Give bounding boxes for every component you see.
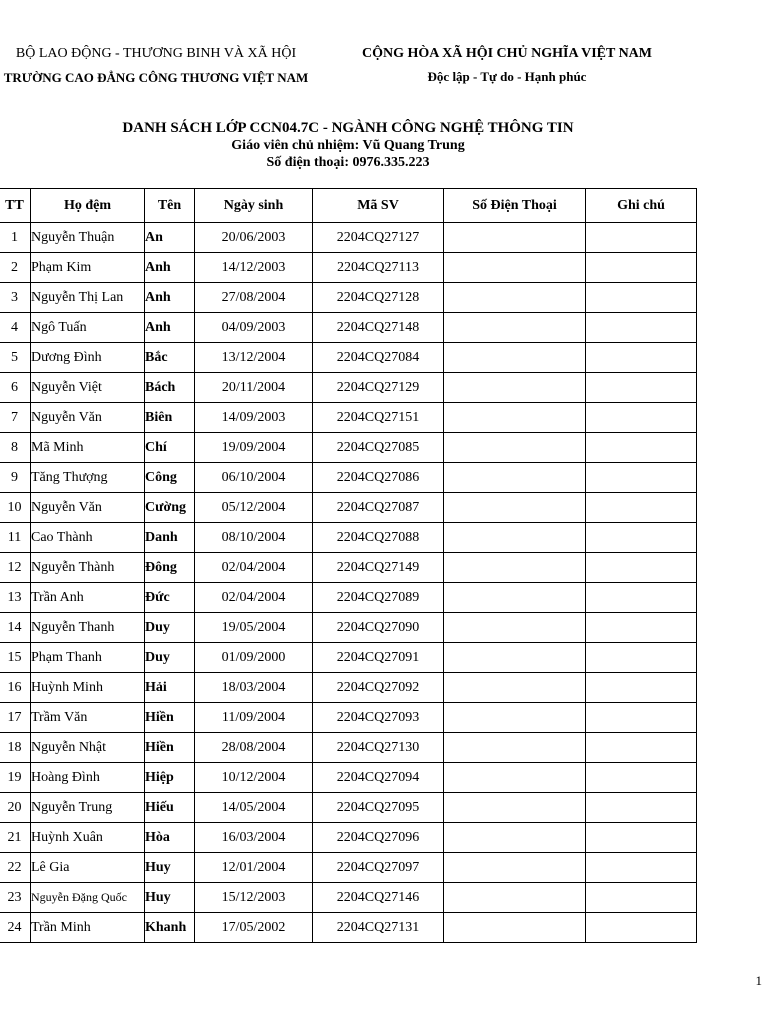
cell-ngay-sinh: 14/09/2003 xyxy=(195,403,313,433)
cell-ten: Anh xyxy=(145,253,195,283)
cell-ghi-chu xyxy=(586,313,697,343)
cell-so-dien-thoai xyxy=(444,883,586,913)
cell-so-dien-thoai xyxy=(444,463,586,493)
cell-ten: Hiệp xyxy=(145,763,195,793)
page-number: 1 xyxy=(755,973,762,988)
cell-ngay-sinh: 19/09/2004 xyxy=(195,433,313,463)
cell-ma-sv: 2204CQ27148 xyxy=(313,313,444,343)
cell-ghi-chu xyxy=(586,583,697,613)
school-name: TRƯỜNG CAO ĐẲNG CÔNG THƯƠNG VIỆT NAM xyxy=(3,70,309,85)
table-row xyxy=(0,793,697,823)
cell-ngay-sinh: 12/01/2004 xyxy=(195,853,313,883)
cell-ngay-sinh: 04/09/2003 xyxy=(195,313,313,343)
cell-ghi-chu xyxy=(586,343,697,373)
cell-tt: 5 xyxy=(0,343,31,373)
table-row xyxy=(0,223,697,253)
table-row xyxy=(0,703,697,733)
table-row xyxy=(0,493,697,523)
cell-ma-sv: 2204CQ27085 xyxy=(313,433,444,463)
cell-tt: 24 xyxy=(0,913,31,943)
cell-ma-sv: 2204CQ27151 xyxy=(313,403,444,433)
cell-so-dien-thoai xyxy=(444,793,586,823)
national-motto: Độc lập - Tự do - Hạnh phúc xyxy=(427,69,587,84)
cell-so-dien-thoai xyxy=(444,283,586,313)
cell-ho-dem: Hoàng Đình xyxy=(31,763,145,793)
table-row xyxy=(0,643,697,673)
cell-ngay-sinh: 13/12/2004 xyxy=(195,343,313,373)
cell-ma-sv: 2204CQ27130 xyxy=(313,733,444,763)
table-row xyxy=(0,733,697,763)
cell-ngay-sinh: 01/09/2000 xyxy=(195,643,313,673)
cell-so-dien-thoai xyxy=(444,553,586,583)
cell-ho-dem: Lê Gia xyxy=(31,853,145,883)
cell-ten: Hải xyxy=(145,673,195,703)
cell-tt: 15 xyxy=(0,643,31,673)
cell-ho-dem: Mã Minh xyxy=(31,433,145,463)
table-row xyxy=(0,613,697,643)
cell-ten: An xyxy=(145,223,195,253)
cell-ho-dem: Tăng Thượng xyxy=(31,463,145,493)
table-row xyxy=(0,523,697,553)
table-row xyxy=(0,823,697,853)
cell-ngay-sinh: 17/05/2002 xyxy=(195,913,313,943)
column-header-ngay-sinh: Ngày sinh xyxy=(195,189,313,223)
cell-tt: 18 xyxy=(0,733,31,763)
teacher-phone: Số điện thoại: 0976.335.223 xyxy=(266,155,430,170)
roster-body xyxy=(0,223,697,943)
cell-ten: Hiền xyxy=(145,733,195,763)
table-row xyxy=(0,433,697,463)
cell-ten: Hiền xyxy=(145,703,195,733)
cell-ho-dem: Nguyễn Thuận xyxy=(31,223,145,253)
cell-ho-dem: Huỳnh Xuân xyxy=(31,823,145,853)
table-row xyxy=(0,403,697,433)
cell-tt: 6 xyxy=(0,373,31,403)
cell-ngay-sinh: 19/05/2004 xyxy=(195,613,313,643)
cell-so-dien-thoai xyxy=(444,853,586,883)
cell-ma-sv: 2204CQ27131 xyxy=(313,913,444,943)
cell-ho-dem: Nguyễn Việt xyxy=(31,373,145,403)
cell-ghi-chu xyxy=(586,523,697,553)
cell-so-dien-thoai xyxy=(444,433,586,463)
cell-ghi-chu xyxy=(586,733,697,763)
cell-ngay-sinh: 11/09/2004 xyxy=(195,703,313,733)
cell-so-dien-thoai xyxy=(444,523,586,553)
cell-tt: 20 xyxy=(0,793,31,823)
table-row xyxy=(0,883,697,913)
cell-ho-dem: Nguyễn Thị Lan xyxy=(31,283,145,313)
cell-so-dien-thoai xyxy=(444,403,586,433)
table-row xyxy=(0,913,697,943)
cell-ho-dem: Ngô Tuấn xyxy=(31,313,145,343)
cell-ten: Duy xyxy=(145,613,195,643)
table-row xyxy=(0,763,697,793)
cell-so-dien-thoai xyxy=(444,733,586,763)
cell-so-dien-thoai xyxy=(444,703,586,733)
cell-ho-dem: Phạm Thanh xyxy=(31,643,145,673)
cell-ngay-sinh: 10/12/2004 xyxy=(195,763,313,793)
table-row xyxy=(0,553,697,583)
table-row xyxy=(0,463,697,493)
cell-ghi-chu xyxy=(586,433,697,463)
cell-ghi-chu xyxy=(586,793,697,823)
cell-ghi-chu xyxy=(586,373,697,403)
cell-ma-sv: 2204CQ27093 xyxy=(313,703,444,733)
cell-ho-dem: Trần Minh xyxy=(31,913,145,943)
cell-ma-sv: 2204CQ27129 xyxy=(313,373,444,403)
cell-ngay-sinh: 15/12/2003 xyxy=(195,883,313,913)
cell-ho-dem: Huỳnh Minh xyxy=(31,673,145,703)
cell-ngay-sinh: 08/10/2004 xyxy=(195,523,313,553)
cell-ghi-chu xyxy=(586,913,697,943)
cell-ghi-chu xyxy=(586,853,697,883)
column-header-tt: TT xyxy=(0,189,31,223)
cell-ghi-chu xyxy=(586,403,697,433)
cell-ten: Công xyxy=(145,463,195,493)
cell-so-dien-thoai xyxy=(444,913,586,943)
cell-so-dien-thoai xyxy=(444,643,586,673)
cell-ma-sv: 2204CQ27088 xyxy=(313,523,444,553)
cell-ho-dem: Nguyễn Đặng Quốc xyxy=(31,883,145,913)
column-header-ten: Tên xyxy=(145,189,195,223)
cell-ma-sv: 2204CQ27086 xyxy=(313,463,444,493)
cell-ten: Đức xyxy=(145,583,195,613)
cell-tt: 10 xyxy=(0,493,31,523)
cell-so-dien-thoai xyxy=(444,343,586,373)
cell-ten: Hiếu xyxy=(145,793,195,823)
cell-ngay-sinh: 14/12/2003 xyxy=(195,253,313,283)
cell-ho-dem: Nguyễn Văn xyxy=(31,493,145,523)
cell-ngay-sinh: 14/05/2004 xyxy=(195,793,313,823)
cell-ngay-sinh: 27/08/2004 xyxy=(195,283,313,313)
cell-ho-dem: Nguyễn Nhật xyxy=(31,733,145,763)
cell-ngay-sinh: 02/04/2004 xyxy=(195,553,313,583)
cell-tt: 13 xyxy=(0,583,31,613)
cell-ten: Bắc xyxy=(145,343,195,373)
cell-ten: Hòa xyxy=(145,823,195,853)
cell-ghi-chu xyxy=(586,673,697,703)
cell-ngay-sinh: 16/03/2004 xyxy=(195,823,313,853)
cell-ma-sv: 2204CQ27087 xyxy=(313,493,444,523)
table-row xyxy=(0,853,697,883)
cell-ghi-chu xyxy=(586,553,697,583)
cell-tt: 22 xyxy=(0,853,31,883)
cell-ngay-sinh: 05/12/2004 xyxy=(195,493,313,523)
cell-so-dien-thoai xyxy=(444,763,586,793)
cell-so-dien-thoai xyxy=(444,223,586,253)
cell-ma-sv: 2204CQ27128 xyxy=(313,283,444,313)
cell-ghi-chu xyxy=(586,613,697,643)
cell-ghi-chu xyxy=(586,253,697,283)
cell-ghi-chu xyxy=(586,223,697,253)
cell-ten: Huy xyxy=(145,853,195,883)
cell-so-dien-thoai xyxy=(444,583,586,613)
cell-ghi-chu xyxy=(586,703,697,733)
cell-ma-sv: 2204CQ27091 xyxy=(313,643,444,673)
cell-ho-dem: Nguyễn Văn xyxy=(31,403,145,433)
cell-so-dien-thoai xyxy=(444,823,586,853)
cell-tt: 4 xyxy=(0,313,31,343)
cell-ma-sv: 2204CQ27149 xyxy=(313,553,444,583)
cell-so-dien-thoai xyxy=(444,373,586,403)
cell-ho-dem: Cao Thành xyxy=(31,523,145,553)
column-header-ma-sv: Mã SV xyxy=(313,189,444,223)
cell-ma-sv: 2204CQ27113 xyxy=(313,253,444,283)
table-row xyxy=(0,373,697,403)
cell-tt: 3 xyxy=(0,283,31,313)
cell-ten: Đông xyxy=(145,553,195,583)
homeroom-teacher: Giáo viên chủ nhiệm: Vũ Quang Trung xyxy=(231,138,465,153)
cell-tt: 2 xyxy=(0,253,31,283)
cell-so-dien-thoai xyxy=(444,673,586,703)
cell-ten: Danh xyxy=(145,523,195,553)
cell-tt: 21 xyxy=(0,823,31,853)
table-row xyxy=(0,253,697,283)
cell-ngay-sinh: 20/06/2003 xyxy=(195,223,313,253)
cell-ho-dem: Trần Anh xyxy=(31,583,145,613)
cell-ma-sv: 2204CQ27127 xyxy=(313,223,444,253)
cell-ten: Duy xyxy=(145,643,195,673)
table-row xyxy=(0,343,697,373)
cell-so-dien-thoai xyxy=(444,613,586,643)
cell-ngay-sinh: 02/04/2004 xyxy=(195,583,313,613)
table-row xyxy=(0,673,697,703)
cell-ghi-chu xyxy=(586,643,697,673)
cell-ten: Cường xyxy=(145,493,195,523)
table-row xyxy=(0,313,697,343)
cell-ma-sv: 2204CQ27092 xyxy=(313,673,444,703)
column-header-ho-dem: Họ đệm xyxy=(31,189,145,223)
cell-ngay-sinh: 18/03/2004 xyxy=(195,673,313,703)
cell-ho-dem: Nguyễn Trung xyxy=(31,793,145,823)
column-header-ghi-chu: Ghi chú xyxy=(586,189,697,223)
cell-ten: Khanh xyxy=(145,913,195,943)
cell-tt: 9 xyxy=(0,463,31,493)
cell-ghi-chu xyxy=(586,823,697,853)
cell-ho-dem: Dương Đình xyxy=(31,343,145,373)
cell-ten: Chí xyxy=(145,433,195,463)
cell-ho-dem: Nguyễn Thành xyxy=(31,553,145,583)
cell-ten: Biên xyxy=(145,403,195,433)
cell-ma-sv: 2204CQ27094 xyxy=(313,763,444,793)
table-row xyxy=(0,283,697,313)
table-row xyxy=(0,583,697,613)
cell-tt: 1 xyxy=(0,223,31,253)
cell-ho-dem: Phạm Kim xyxy=(31,253,145,283)
ministry-name: BỘ LAO ĐỘNG - THƯƠNG BINH VÀ XÃ HỘI xyxy=(15,46,297,61)
cell-so-dien-thoai xyxy=(444,253,586,283)
cell-tt: 17 xyxy=(0,703,31,733)
cell-ten: Anh xyxy=(145,283,195,313)
document-title: DANH SÁCH LỚP CCN04.7C - NGÀNH CÔNG NGHỆ THÔNG TIN xyxy=(122,120,574,136)
class-roster-table xyxy=(0,188,697,943)
cell-ten: Huy xyxy=(145,883,195,913)
cell-ma-sv: 2204CQ27097 xyxy=(313,853,444,883)
cell-tt: 12 xyxy=(0,553,31,583)
cell-ma-sv: 2204CQ27096 xyxy=(313,823,444,853)
cell-ten: Anh xyxy=(145,313,195,343)
republic-name: CỘNG HÒA XÃ HỘI CHỦ NGHĨA VIỆT NAM xyxy=(361,46,652,61)
cell-so-dien-thoai xyxy=(444,313,586,343)
cell-ma-sv: 2204CQ27089 xyxy=(313,583,444,613)
cell-ma-sv: 2204CQ27090 xyxy=(313,613,444,643)
cell-ngay-sinh: 06/10/2004 xyxy=(195,463,313,493)
cell-tt: 8 xyxy=(0,433,31,463)
table-header-row xyxy=(0,189,697,223)
cell-ngay-sinh: 28/08/2004 xyxy=(195,733,313,763)
cell-tt: 19 xyxy=(0,763,31,793)
column-header-so-dien-thoai: Số Điện Thoại xyxy=(444,189,586,223)
cell-ghi-chu xyxy=(586,883,697,913)
cell-ten: Bách xyxy=(145,373,195,403)
cell-so-dien-thoai xyxy=(444,493,586,523)
cell-tt: 7 xyxy=(0,403,31,433)
cell-ghi-chu xyxy=(586,283,697,313)
cell-ghi-chu xyxy=(586,493,697,523)
cell-tt: 14 xyxy=(0,613,31,643)
cell-ho-dem: Trầm Văn xyxy=(31,703,145,733)
cell-tt: 23 xyxy=(0,883,31,913)
cell-ma-sv: 2204CQ27146 xyxy=(313,883,444,913)
document-titles xyxy=(0,120,696,171)
cell-ghi-chu xyxy=(586,763,697,793)
cell-ma-sv: 2204CQ27095 xyxy=(313,793,444,823)
cell-tt: 16 xyxy=(0,673,31,703)
cell-ma-sv: 2204CQ27084 xyxy=(313,343,444,373)
cell-ghi-chu xyxy=(586,463,697,493)
cell-tt: 11 xyxy=(0,523,31,553)
cell-ngay-sinh: 20/11/2004 xyxy=(195,373,313,403)
cell-ho-dem: Nguyễn Thanh xyxy=(31,613,145,643)
